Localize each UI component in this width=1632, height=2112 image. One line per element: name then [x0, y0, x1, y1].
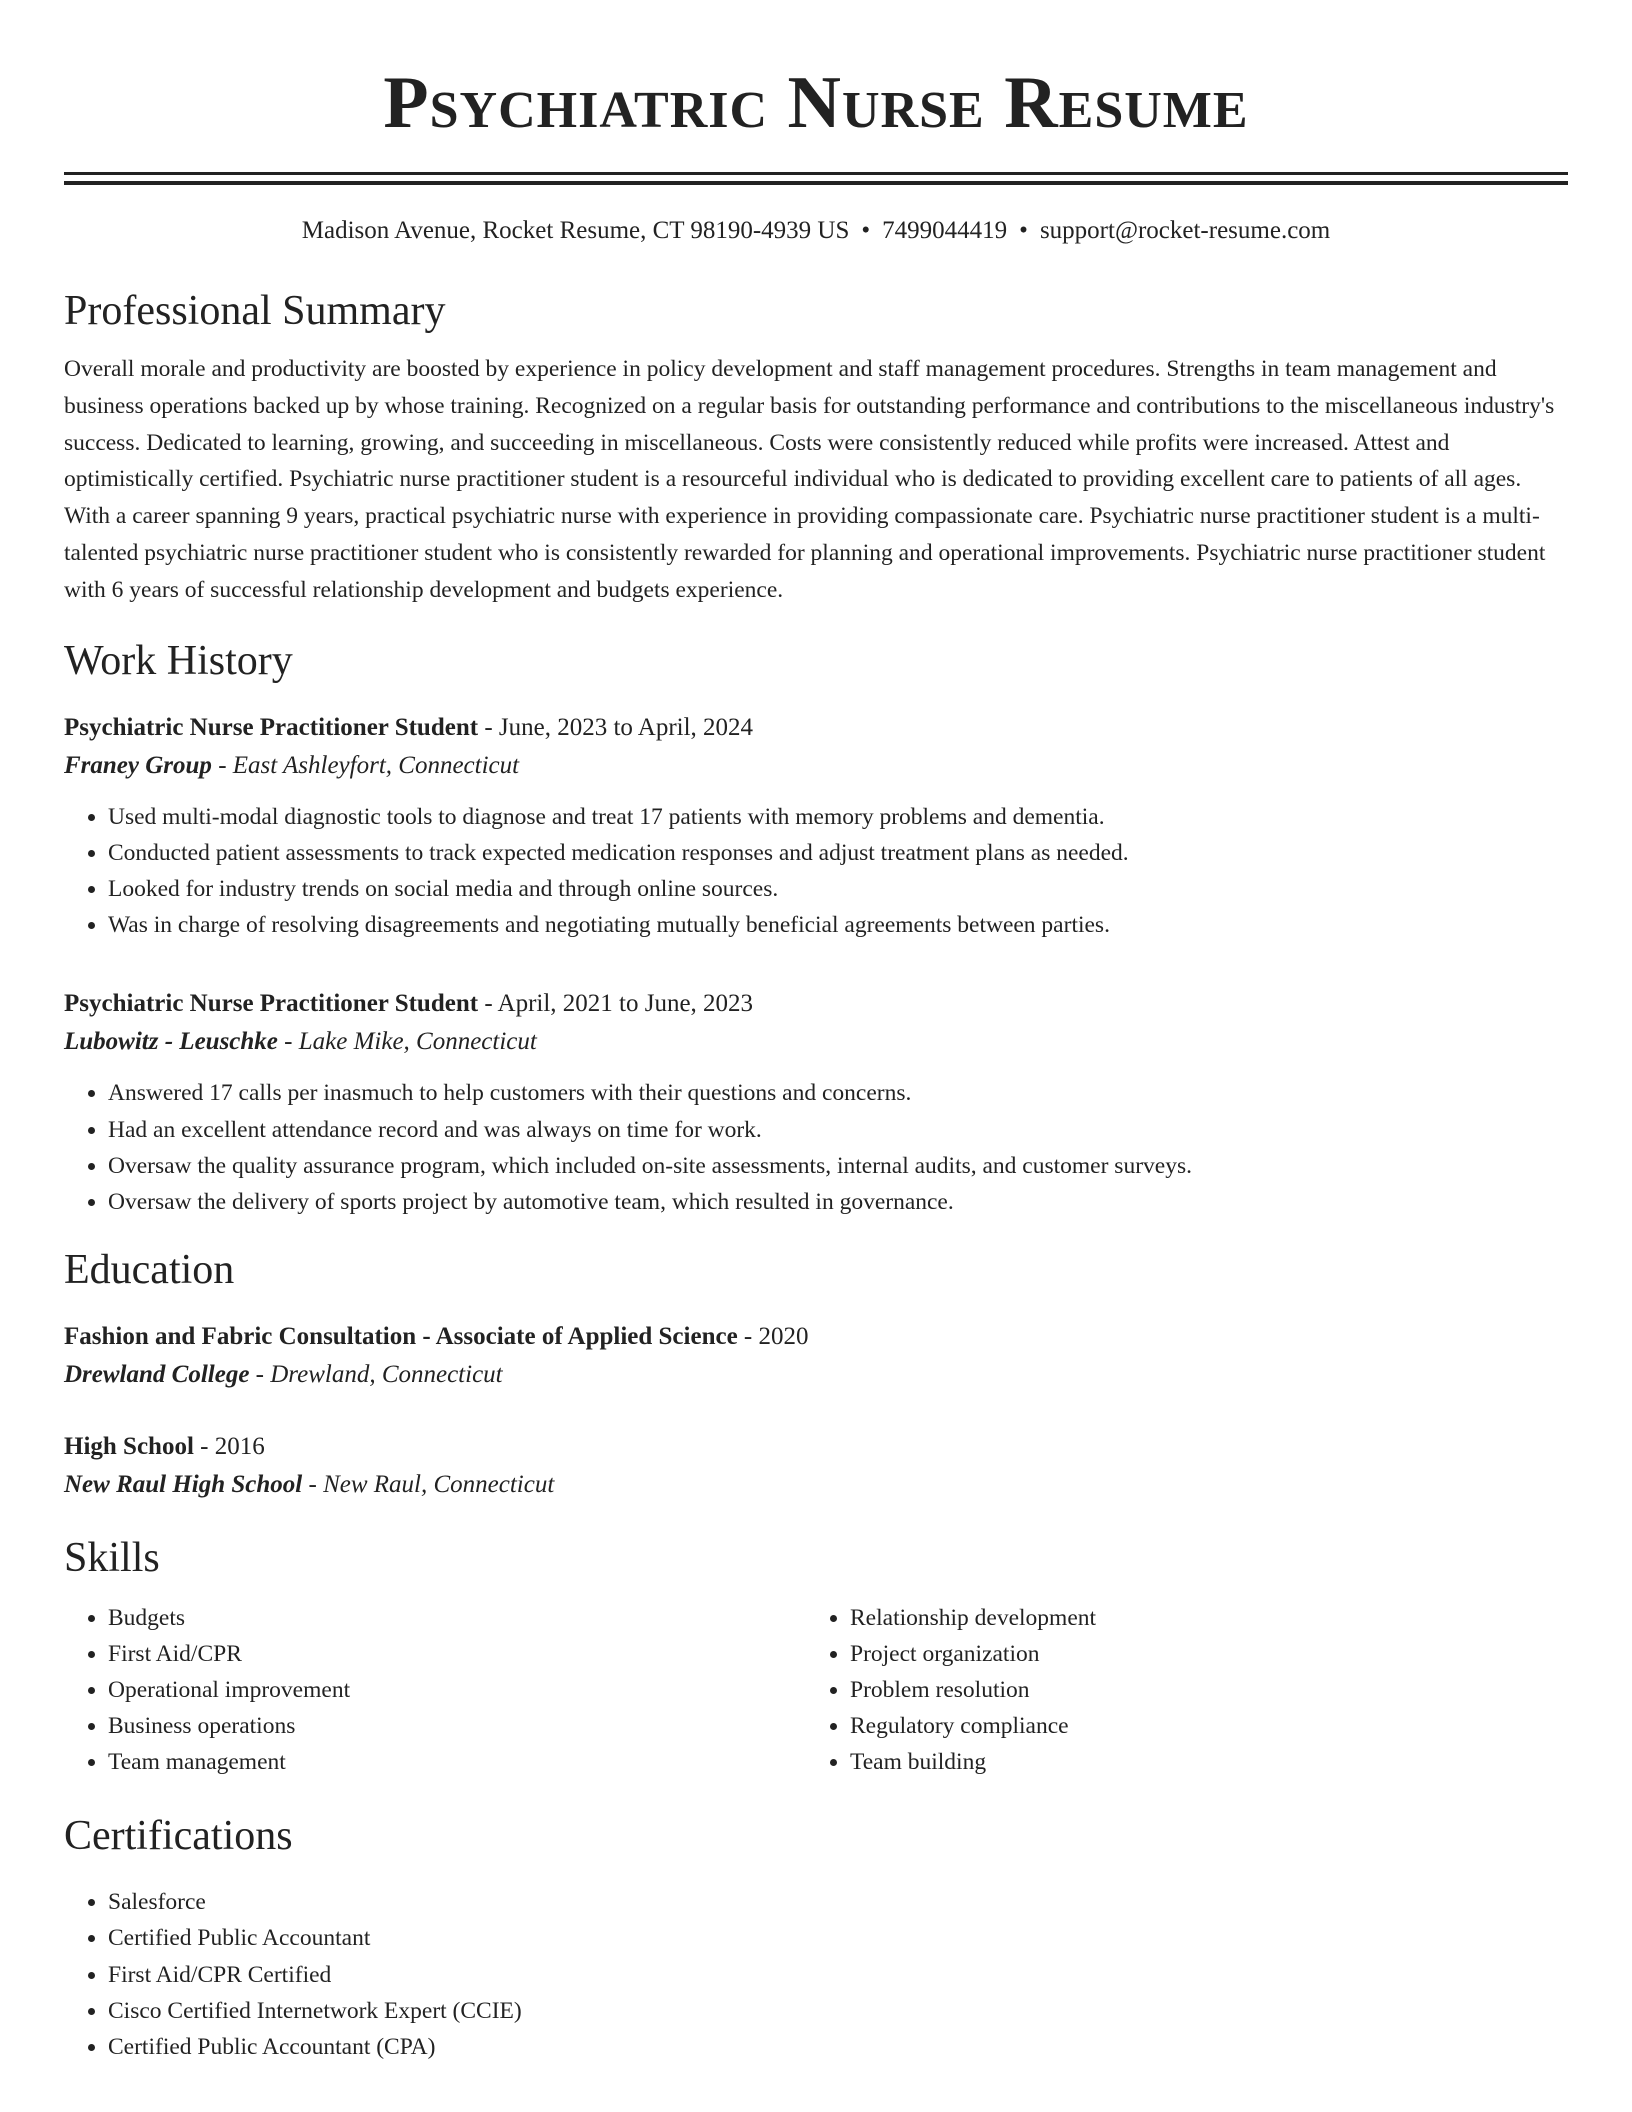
contact-separator: • [1019, 217, 1028, 244]
summary-heading: Professional Summary [64, 288, 446, 334]
skill-item: • Project organization [850, 1636, 1548, 1672]
skill-item: • Regulatory compliance [850, 1708, 1548, 1744]
skill-item: • Team building [850, 1744, 1548, 1780]
contact-separator: • [861, 217, 871, 244]
skills-list-right [806, 1600, 1548, 1780]
education-school-line [64, 1356, 1568, 1394]
skills-list-left [64, 1600, 806, 1780]
education-degree-line [64, 1318, 1568, 1356]
job-bullet: • Was in charge of resolving disagreements and negotiating mutually beneficial agreements between parties. [108, 907, 1568, 943]
contact-email: support@rocket-resume.com [1039, 217, 1331, 244]
education-degree: Fashion and Fabric Consultation - Associate of Applied Science [64, 1323, 738, 1351]
job-company: Franey Group [64, 751, 212, 779]
job-entry [64, 985, 1568, 1220]
title-divider-top [64, 172, 1568, 175]
job-company-line [64, 1023, 1568, 1061]
work-history-heading: Work History [64, 637, 293, 684]
page-title: Psychiatric Nurse Resume [383, 62, 1249, 144]
education-entry [64, 1318, 1568, 1394]
job-bullets [64, 1075, 1568, 1220]
contact-line [64, 215, 1568, 247]
education-degree-line [64, 1428, 1568, 1466]
skills-columns [64, 1600, 1568, 1780]
certification-item: • First Aid/CPR Certified [108, 1957, 1568, 1993]
contact-address: Madison Avenue, Rocket Resume, CT 98190-4939 US [301, 217, 850, 244]
job-bullet: • Had an excellent attendance record and was always on time for work. [108, 1112, 1568, 1148]
job-dates: - April, 2021 to June, 2023 [478, 990, 754, 1018]
skill-item: • Business operations [108, 1708, 806, 1744]
skill-item: • Problem resolution [850, 1672, 1548, 1708]
job-company-line [64, 747, 1568, 785]
education-location: - Drewland, Connecticut [249, 1361, 503, 1389]
job-location: - Lake Mike, Connecticut [277, 1028, 537, 1056]
skill-item: • Team management [108, 1744, 806, 1780]
education-heading: Education [64, 1247, 235, 1294]
title-divider-bottom [64, 181, 1568, 185]
job-bullets [64, 799, 1568, 944]
job-bullet: • Conducted patient assessments to track expected medication responses and adjust treatment plans as needed. [108, 835, 1568, 871]
job-bullet: • Oversaw the delivery of sports project by automotive team, which resulted in governance. [108, 1184, 1568, 1220]
job-title-line [64, 709, 1568, 747]
job-bullet: • Looked for industry trends on social media and through online sources. [108, 871, 1568, 907]
contact-phone: 7499044419 [882, 217, 1008, 244]
education-school-line [64, 1466, 1568, 1504]
job-entry [64, 709, 1568, 944]
job-title: Psychiatric Nurse Practitioner Student [64, 990, 479, 1018]
job-location: - East Ashleyfort, Connecticut [211, 751, 520, 779]
education-school: New Raul High School [64, 1471, 303, 1499]
skill-item: • Operational improvement [108, 1672, 806, 1708]
job-title: Psychiatric Nurse Practitioner Student [64, 713, 479, 741]
certifications-heading: Certifications [64, 1813, 293, 1860]
job-bullet: • Used multi-modal diagnostic tools to diagnose and treat 17 patients with memory problems and dementia. [108, 799, 1568, 835]
certification-item: • Cisco Certified Internetwork Expert (CCIE) [108, 1993, 1568, 2029]
education-entry [64, 1428, 1568, 1504]
education-year: - 2016 [193, 1433, 265, 1461]
skill-item: • Budgets [108, 1600, 806, 1636]
education-location: - New Raul, Connecticut [302, 1471, 555, 1499]
skill-item: • First Aid/CPR [108, 1636, 806, 1672]
education-degree: High School [64, 1433, 194, 1461]
summary-text: Overall morale and productivity are boosted by experience in policy development and staff management procedures. Strengths in team management and business operations backed up by whose training. Recognized on a regular basis for outstanding performance and contributions to the miscellaneous industry's success. Dedicated to learning, growing, and succeeding in miscellaneous. Costs were consistently reduced while profits were increased. Attest and optimistically certified. Psychiatric nurse practitioner student is a resourceful individual who is dedicated to providing excellent care to patients of all ages. With a career spanning 9 years, practical psychiatric nurse with experience in providing compassionate care. Psychiatric nurse practitioner student is a multi-talented psychiatric nurse practitioner student who is consistently rewarded for planning and operational improvements. Psychiatric nurse practitioner student with 6 years of successful relationship development and budgets experience. [64, 356, 1555, 603]
job-company: Lubowitz - Leuschke [64, 1028, 278, 1056]
job-title-line [64, 985, 1568, 1023]
job-bullet: • Answered 17 calls per inasmuch to help customers with their questions and concerns. [108, 1075, 1568, 1111]
certification-item: • Salesforce [108, 1884, 1568, 1920]
job-dates: - June, 2023 to April, 2024 [478, 713, 754, 741]
education-year: - 2020 [737, 1323, 809, 1351]
skill-item: • Relationship development [850, 1600, 1548, 1636]
certification-item: • Certified Public Accountant [108, 1920, 1568, 1956]
job-bullet: • Oversaw the quality assurance program, which included on-site assessments, internal audits, and customer surveys. [108, 1148, 1568, 1184]
skills-heading: Skills [64, 1535, 160, 1582]
certifications-list [64, 1884, 1568, 2065]
education-school: Drewland College [64, 1361, 250, 1389]
certification-item: • Certified Public Accountant (CPA) [108, 2029, 1568, 2065]
